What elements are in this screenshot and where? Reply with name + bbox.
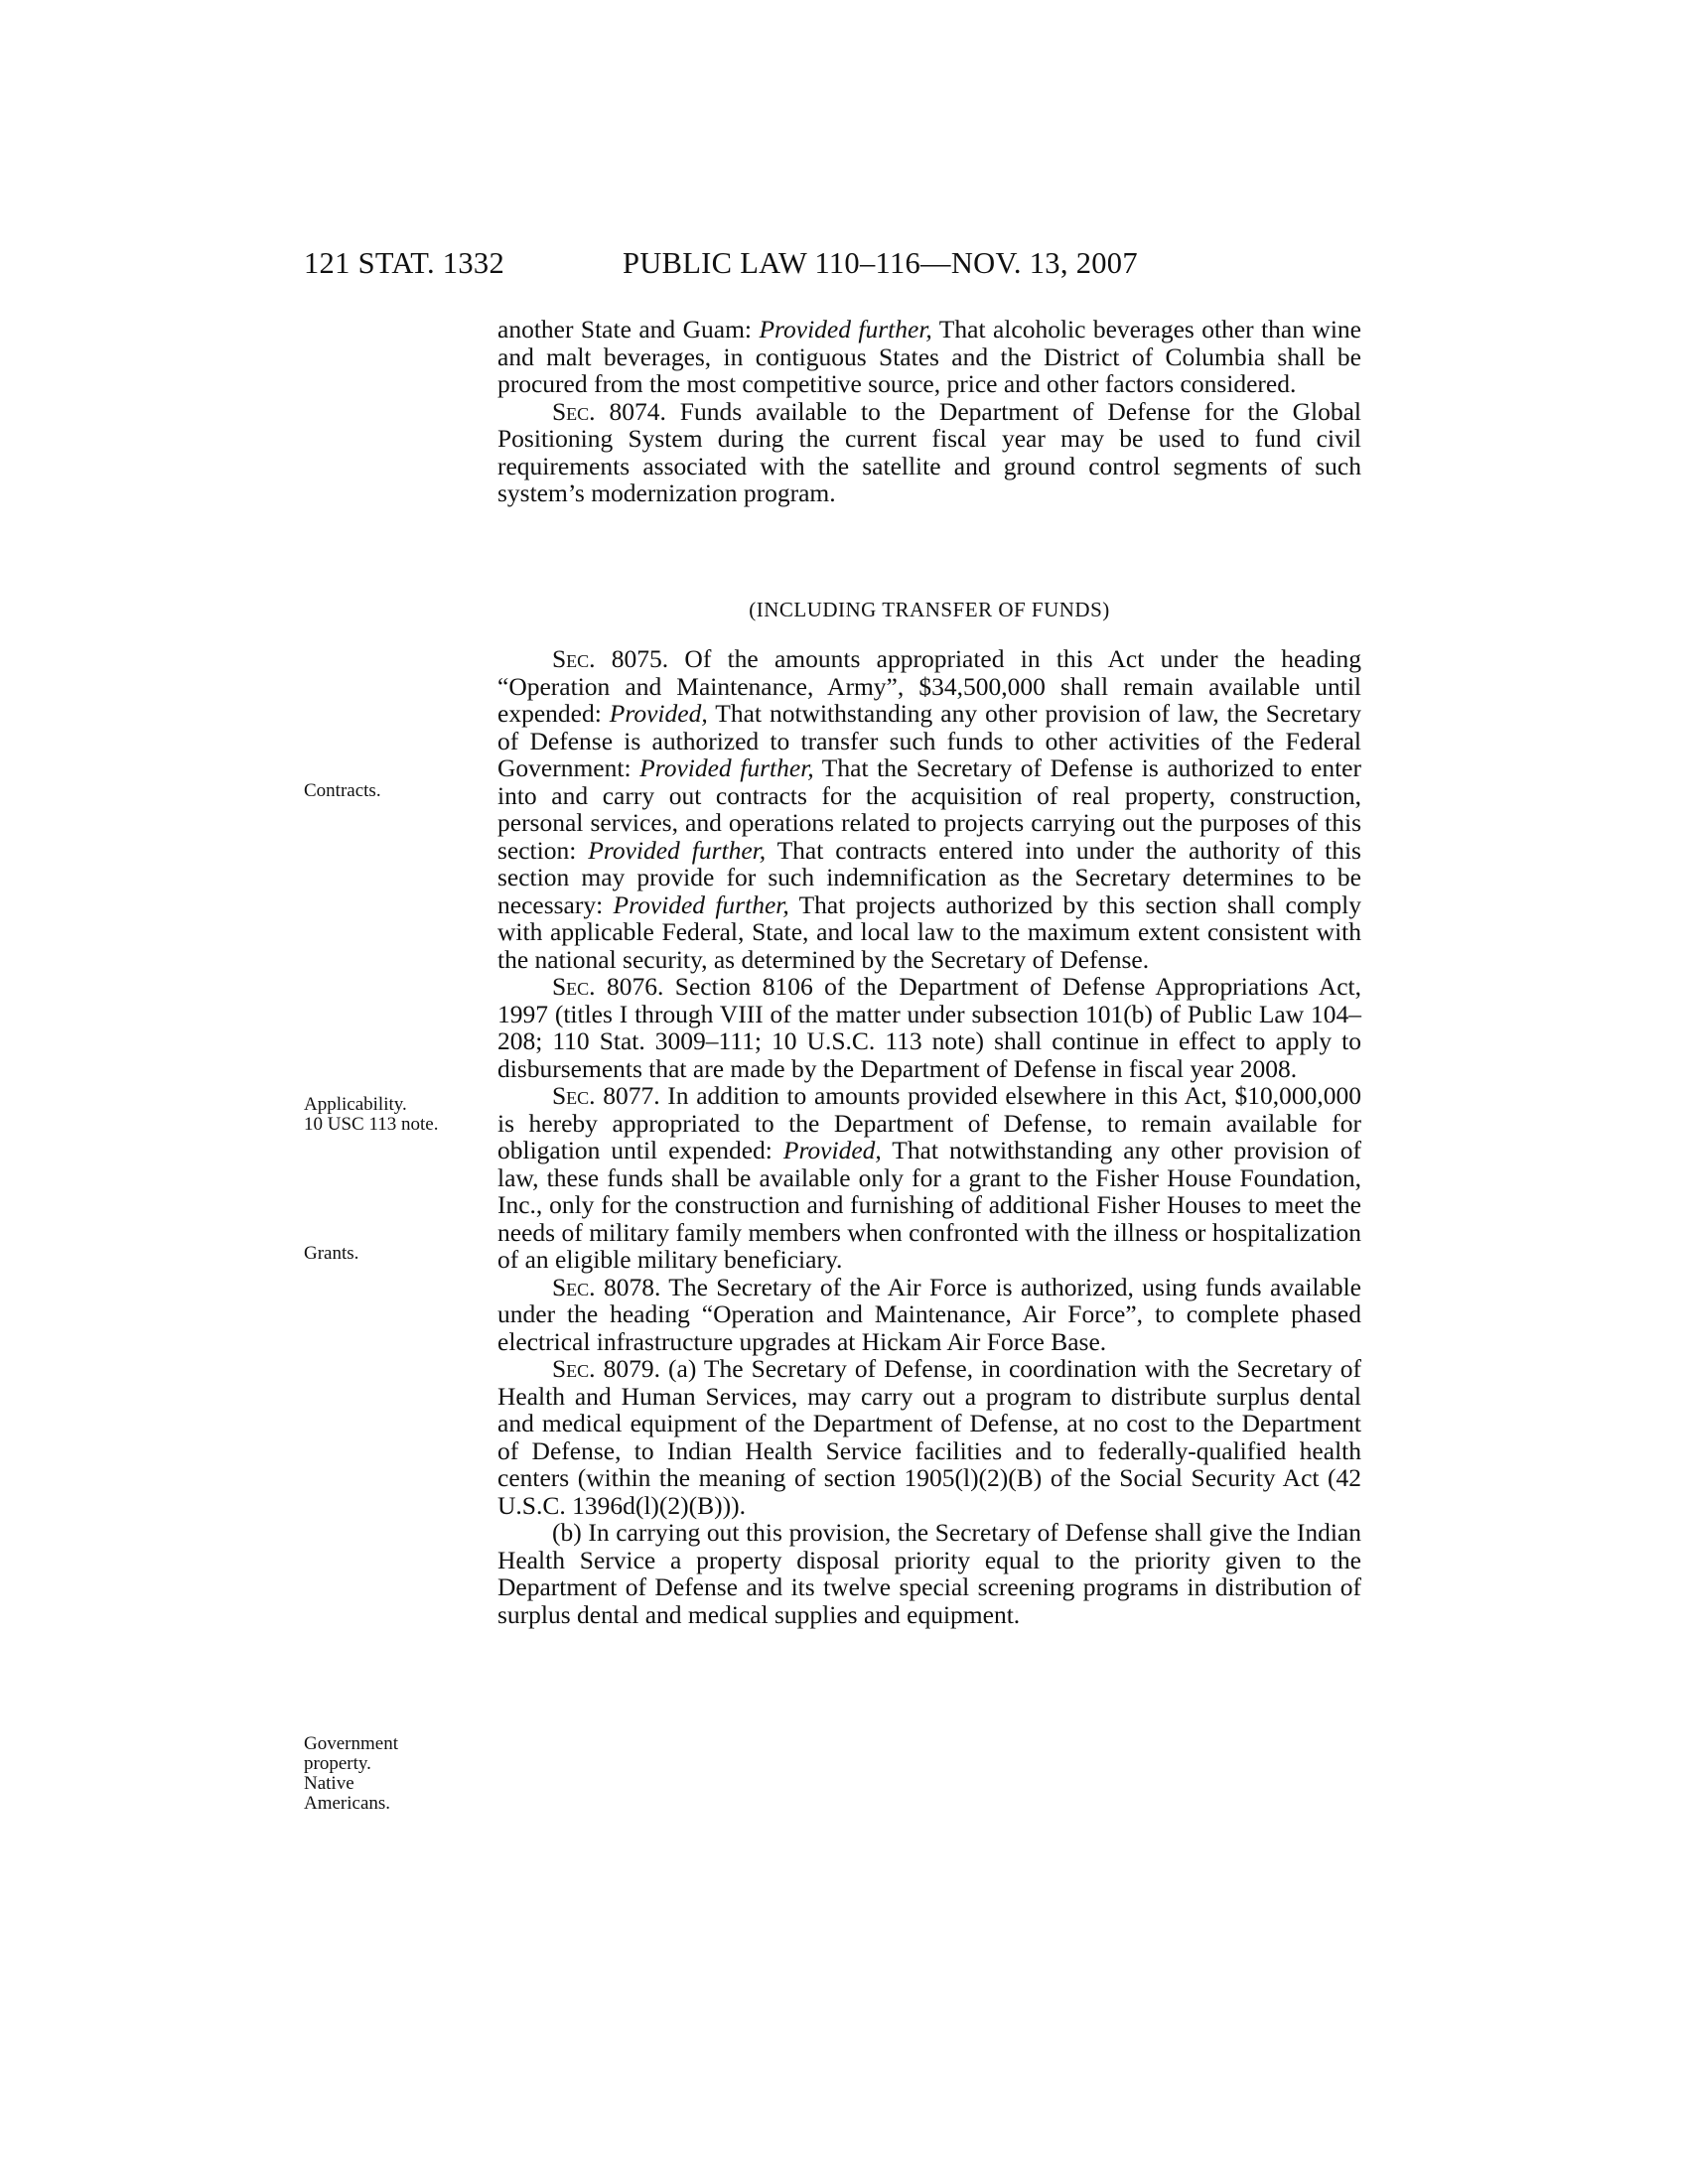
margin-note-grants: Grants. xyxy=(304,1243,359,1264)
text-block-main xyxy=(497,645,1361,1628)
margin-note-applicability xyxy=(304,1095,488,1135)
section-8078: Sec. 8078. The Secretary of the Air Force is authorized, using funds available under the heading “Operation and Maintenance, Air Force”, to complete phased electrical infrastructure upgrades at Hickam Air Force Base. xyxy=(497,1272,1361,1356)
subheading-transfer-of-funds: (INCLUDING TRANSFER OF FUNDS) xyxy=(749,598,1110,621)
section-8074: Sec. 8074. Funds available to the Department of Defense for the Global Positioning System during the current fiscal year may be used to fund civil requirements associated with the satellite and ground control segments of such system’s modernization program. xyxy=(497,396,1361,507)
section-8075: Sec. 8075. Of the amounts appropriated in this Act under the heading “Operation and Maintenance, Army”, $34,500,000 shall remain available until expended: Provided, That notwithstanding any other provision of law, the Secretary of Defense is authorized to transfer such funds to other activities of the Federal Government: Provided further, That the Secretary of Defense is authorized to enter into and carry out contracts for the acquisition of real property, construction, personal services, and operations related to projects carrying out the purposes of this section: Provided further, That contracts entered into under the authority of this section may provide for such indemnification as the Secretary determines to be necessary: Provided further, That projects authorized by this section shall comply with applicable Federal, State, and local law to the maximum extent consistent with the national security, as determined by the Secretary of Defense. xyxy=(497,644,1361,974)
paragraph-continuation: another State and Guam: Provided further, That alcoholic beverages other than wine and malt beverages, in contiguous States and the District of Columbia shall be procured from the most competitive source, price and other factors considered. xyxy=(497,315,1362,398)
margin-note-applicability-label: Applicability. xyxy=(304,1094,407,1115)
margin-note-usc-citation: 10 USC 113 note. xyxy=(304,1114,439,1135)
section-8079-a: Sec. 8079. (a) The Secretary of Defense, in coordination with the Secretary of Health and Human Services, may carry out a program to distribute surplus dental and medical equipment of the Department of Defense, at no cost to the Department of Defense, to Indian Health Service facilities and to federally-qualified health centers (within the meaning of section 1905(l)(2)(B) of the Social Security Act (42 U.S.C. 1396d(l)(2)(B))). xyxy=(497,1354,1361,1520)
margin-note-contracts: Contracts. xyxy=(304,780,381,801)
section-8076: Sec. 8076. Section 8106 of the Department of Defense Appropriations Act, 1997 (titles I through VIII of the matter under subsection 101(b) of Public Law 104–208; 110 Stat. 3009–111; 10 U.S.C. 113 note) shall continue in effect to apply to disbursements that are made by the Department of Defense in fiscal year 2008. xyxy=(497,972,1361,1083)
running-head-title: PUBLIC LAW 110–116—NOV. 13, 2007 xyxy=(623,246,1138,280)
page-number: 121 STAT. 1332 xyxy=(304,246,504,280)
margin-note-government-property: Government property. Native Americans. xyxy=(304,1733,398,1814)
text-block-top xyxy=(497,316,1361,507)
section-8077: Sec. 8077. In addition to amounts provided elsewhere in this Act, $10,000,000 is hereby appropriated to the Department of Defense, to remain available for obligation until expended: Provided, That notwithstanding any other provision of law, these funds shall be available only for a grant to the Fisher House Foundation, Inc., only for the construction and furnishing of additional Fisher Houses to meet the needs of military family members when confronted with the illness or hospitalization of an eligible military beneficiary. xyxy=(497,1081,1362,1274)
section-8079-b: (b) In carrying out this provision, the Secretary of Defense shall give the Indian Health Service a property disposal priority equal to the priority given to the Department of Defense and its twelve special screening programs in distribution of surplus dental and medical supplies and equipment. xyxy=(497,1518,1361,1629)
